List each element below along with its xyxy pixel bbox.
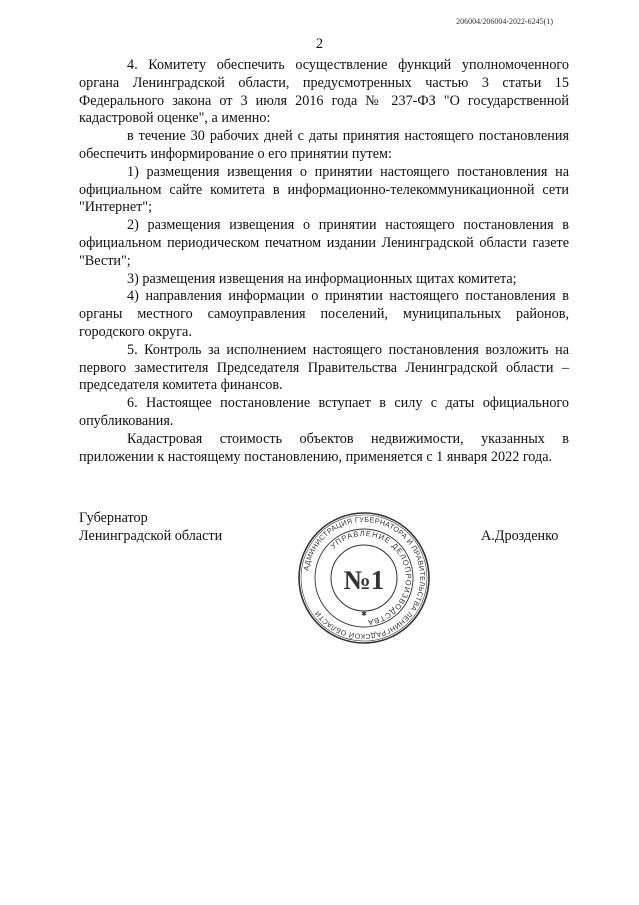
list-item-1: 1) размещения извещения о принятии настоящего постановления на официальном сайте комитета в информационно-телекоммуникационной сети "Интернет"; (79, 163, 569, 216)
list-item-3: 3) размещения извещения на информационных щитах комитета; (127, 270, 517, 287)
page-number: 2 (315, 36, 324, 52)
list-item-4: 4) направления информации о принятии настоящего постановления в органы местного самоуправления поселений, муниципальных районов, городского округа. (79, 288, 569, 340)
seal-outer-text: АДМИНИСТРАЦИЯ ГУБЕРНАТОРА И ПРАВИТЕЛЬСТВА ЛЕНИНГРАДСКОЙ ОБЛАСТИ (301, 514, 428, 642)
seal-number: №1 (343, 565, 385, 595)
list-item-2: 2) размещения извещения о принятии настоящего постановления в официальном периодическом печатном издании Ленинградской области газете "Вести"; (79, 217, 569, 269)
document-body (79, 57, 569, 466)
signatory-title-line1: Губернатор (79, 510, 148, 526)
document-id: 206004/206004-2022-6245(1) (456, 17, 553, 26)
seal-inner-text: УПРАВЛЕНИЕ ДЕЛОПРОИЗВОДСТВА (328, 528, 414, 627)
paragraph-6: 6. Настоящее постановление вступает в силу с даты официального опубликования. (79, 395, 569, 429)
signatory-name: А.Дрозденко (481, 528, 559, 544)
signatory-title-line2: Ленинградской области (79, 527, 223, 544)
paragraph-cadastral: Кадастровая стоимость объектов недвижимости, указанных в приложении к настоящему постановлению, применяется с 1 января 2022 года. (79, 430, 569, 465)
official-seal (296, 510, 432, 646)
signatory-title (79, 510, 222, 546)
paragraph-5: 5. Контроль за исполнением настоящего постановления возложить на первого заместителя Председателя Правительства Ленинградской области – председателя комитета финансов. (79, 341, 569, 394)
paragraph-informing: в течение 30 рабочих дней с даты принятия настоящего постановления обеспечить информирование о его принятии путем: (79, 128, 569, 162)
paragraph-4: 4. Комитету обеспечить осуществление функций уполномоченного органа Ленинградской области, предусмотренных частью 3 статьи 15 Федерального закона от 3 июля 2016 года № 237-ФЗ "О государственной кадастровой оценке", а именно: (79, 57, 569, 127)
seal-star-icon: ✱ (361, 610, 367, 618)
